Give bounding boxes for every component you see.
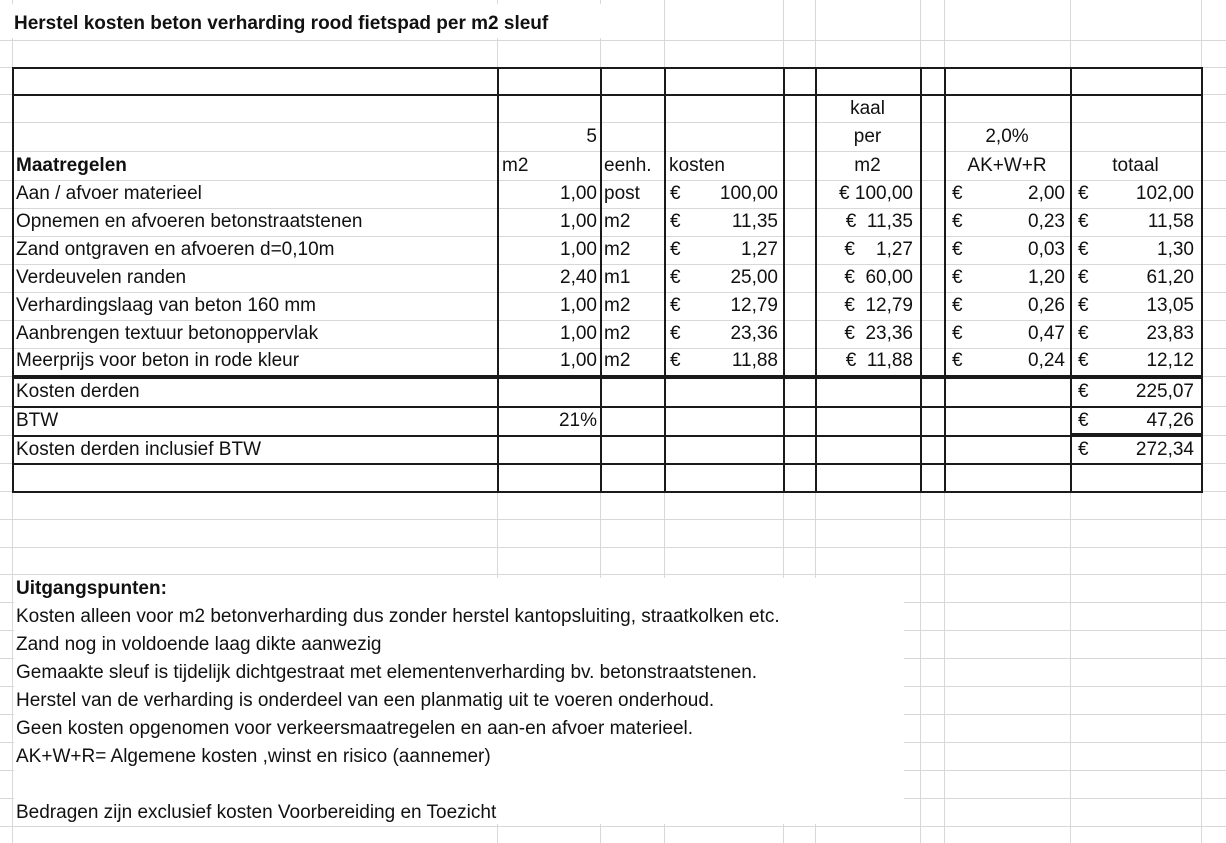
row-qty: 2,40: [560, 267, 597, 288]
table-border: [497, 67, 499, 492]
sheet-title: Herstel kosten beton verharding rood fietspad per m2 sleuf: [14, 13, 549, 34]
euro-symbol: €: [1078, 381, 1089, 402]
notes-line: Zand nog in voldoende laag dikte aanwezig: [16, 634, 382, 655]
row-cost: 12,79: [730, 295, 778, 316]
grid-line: [0, 574, 1226, 575]
header-ak-w-r: AK+W+R: [967, 155, 1047, 176]
header-m2-kaal: m2: [854, 155, 881, 176]
euro-symbol: €: [1078, 267, 1089, 288]
notes-footer: Bedragen zijn exclusief kosten Voorbereiding en Toezicht: [16, 802, 497, 823]
row-ak: 0,03: [1028, 239, 1065, 260]
euro-symbol: €: [952, 239, 963, 260]
row-qty: 1,00: [560, 350, 597, 371]
row-label: Aan / afvoer materieel: [16, 183, 202, 204]
row-unit: m2: [604, 295, 631, 316]
row-kaal: € 11,88: [845, 350, 913, 371]
row-unit: m1: [604, 267, 631, 288]
header-kaal: kaal: [850, 98, 885, 119]
table-border: [664, 67, 666, 492]
euro-symbol: €: [1078, 323, 1089, 344]
notes-line: AK+W+R= Algemene kosten ,winst en risico (aannemer): [16, 746, 491, 767]
euro-symbol: €: [1078, 211, 1089, 232]
row-total: 1,30: [1157, 239, 1194, 260]
euro-symbol: €: [952, 267, 963, 288]
row-total: 61,20: [1146, 267, 1194, 288]
row-ak: 0,26: [1028, 295, 1065, 316]
row-kaal: € 60,00: [844, 267, 913, 288]
notes-line: Herstel van de verharding is onderdeel van een planmatig uit te voeren onderhoud.: [16, 690, 715, 711]
summary-incl-total: 272,34: [1135, 439, 1194, 460]
euro-symbol: €: [670, 295, 681, 316]
row-qty: 1,00: [560, 295, 597, 316]
grid-line: [0, 547, 1226, 548]
row-kaal: € 12,79: [844, 295, 913, 316]
header-totaal: totaal: [1112, 155, 1159, 176]
row-ak: 0,24: [1028, 350, 1065, 371]
row-qty: 1,00: [560, 183, 597, 204]
euro-symbol: €: [1078, 295, 1089, 316]
table-border: [12, 94, 1203, 96]
row-total: 102,00: [1135, 183, 1194, 204]
table-border: [783, 67, 785, 492]
summary-derden-label: Kosten derden: [16, 381, 140, 402]
table-border: [12, 491, 1203, 493]
euro-symbol: €: [1078, 350, 1089, 371]
notes-line: Kosten alleen voor m2 betonverharding dus zonder herstel kantopsluiting, straatkolken etc.: [16, 606, 780, 627]
row-cost: 25,00: [730, 267, 778, 288]
row-kaal: € 1,27: [844, 239, 913, 260]
row-unit: m2: [604, 350, 631, 371]
header-percentage: 2,0%: [985, 126, 1029, 147]
header-m2-value: 5: [586, 126, 597, 147]
row-ak: 1,20: [1028, 267, 1065, 288]
row-ak: 0,47: [1028, 323, 1065, 344]
row-qty: 1,00: [560, 323, 597, 344]
euro-symbol: €: [952, 350, 963, 371]
row-total: 13,05: [1146, 295, 1194, 316]
row-unit: m2: [604, 323, 631, 344]
euro-symbol: €: [1078, 410, 1089, 431]
table-border: [920, 67, 922, 492]
row-unit: m2: [604, 211, 631, 232]
table-border: [12, 67, 1203, 69]
table-border: [1201, 67, 1203, 492]
euro-symbol: €: [670, 323, 681, 344]
table-border: [1070, 67, 1072, 492]
header-m2: m2: [502, 155, 529, 176]
grid-line: [0, 519, 1226, 520]
euro-symbol: €: [1078, 239, 1089, 260]
table-border: [600, 67, 602, 492]
row-cost: 23,36: [730, 323, 778, 344]
row-label: Zand ontgraven en afvoeren d=0,10m: [16, 239, 335, 260]
euro-symbol: €: [1078, 439, 1089, 460]
euro-symbol: €: [952, 211, 963, 232]
euro-symbol: €: [1078, 183, 1089, 204]
summary-btw-total: 47,26: [1146, 410, 1194, 431]
header-maatregelen: Maatregelen: [16, 155, 127, 176]
grid-line: [0, 40, 1226, 41]
table-border: [12, 67, 14, 492]
euro-symbol: €: [670, 211, 681, 232]
row-label: Verdeuvelen randen: [16, 267, 187, 288]
row-total: 11,58: [1147, 211, 1194, 232]
row-label: Verhardingslaag van beton 160 mm: [16, 295, 316, 316]
row-kaal: € 100,00: [839, 183, 913, 204]
euro-symbol: €: [670, 267, 681, 288]
table-border: [12, 406, 1203, 408]
row-unit: post: [604, 183, 640, 204]
summary-derden-total: 225,07: [1135, 381, 1194, 402]
euro-symbol: €: [670, 239, 681, 260]
table-border-thick: [12, 375, 1203, 379]
notes-heading: Uitgangspunten:: [16, 578, 167, 599]
header-kosten: kosten: [669, 155, 725, 176]
row-cost: 11,88: [731, 350, 778, 371]
row-kaal: € 11,35: [845, 211, 913, 232]
notes-line: Geen kosten opgenomen voor verkeersmaatregelen en aan-en afvoer materieel.: [16, 718, 694, 739]
row-ak: 0,23: [1028, 211, 1065, 232]
header-eenh: eenh.: [604, 155, 652, 176]
row-total: 12,12: [1146, 350, 1194, 371]
row-qty: 1,00: [560, 211, 597, 232]
row-cost: 1,27: [741, 239, 778, 260]
row-qty: 1,00: [560, 239, 597, 260]
summary-btw-label: BTW: [16, 410, 59, 431]
euro-symbol: €: [670, 183, 681, 204]
row-label: Aanbrengen textuur betonoppervlak: [16, 323, 319, 344]
euro-symbol: €: [952, 323, 963, 344]
header-per: per: [853, 126, 882, 147]
row-cost: 11,35: [731, 211, 778, 232]
euro-symbol: €: [952, 295, 963, 316]
notes-line: Gemaakte sleuf is tijdelijk dichtgestraat met elementenverharding bv. betonstraatstenen.: [16, 662, 758, 683]
euro-symbol: €: [670, 350, 681, 371]
row-ak: 2,00: [1028, 183, 1065, 204]
row-unit: m2: [604, 239, 631, 260]
row-label: Meerprijs voor beton in rode kleur: [16, 350, 300, 371]
euro-symbol: €: [952, 183, 963, 204]
row-cost: 100,00: [719, 183, 778, 204]
row-total: 23,83: [1146, 323, 1194, 344]
row-kaal: € 23,36: [844, 323, 913, 344]
summary-btw-pct: 21%: [558, 410, 597, 431]
row-label: Opnemen en afvoeren betonstraatstenen: [16, 211, 363, 232]
summary-incl-label: Kosten derden inclusief BTW: [16, 439, 262, 460]
